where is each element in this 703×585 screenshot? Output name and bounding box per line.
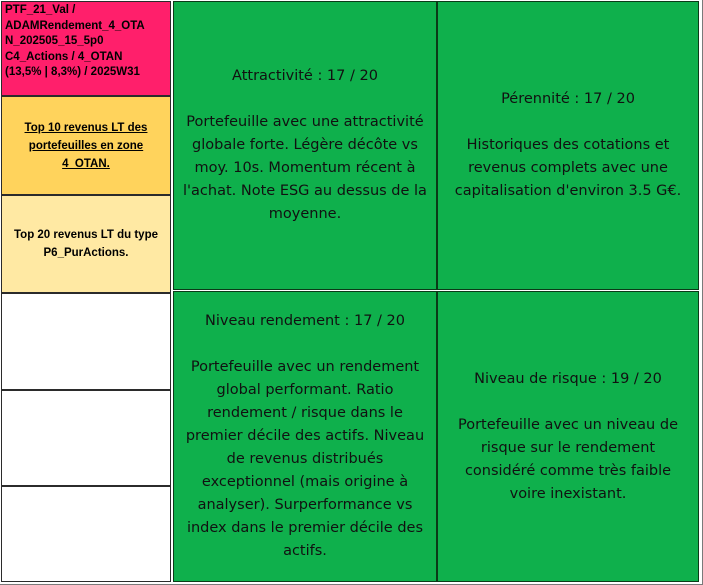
top10-link-cell[interactable] bbox=[1, 96, 171, 195]
portfolio-header-line: C4_Actions / 4_OTAN bbox=[5, 50, 123, 63]
portfolio-header-line: (13,5% | 8,3%) / 2025W31 bbox=[5, 66, 140, 78]
score-cell-perennite bbox=[437, 1, 699, 290]
risque-title: Niveau de risque : 19 / 20 bbox=[474, 370, 662, 387]
rendement-title: Niveau rendement : 17 / 20 bbox=[205, 313, 405, 329]
top20-cell[interactable] bbox=[1, 195, 171, 293]
portfolio-header-line: PTF_21_Val / bbox=[5, 4, 76, 16]
score-cell-rendement bbox=[173, 291, 437, 582]
rendement-description: Portefeuille avec un rendement global performant. Ratio rendement / risque dans le premier décile des actifs. Niveau de revenus distribués exceptionnel (mais origine à analyser). Surperformance vs index dans le premier décile des actifs. bbox=[185, 359, 425, 559]
portfolio-header-line: ADAMRendement_4_OTA bbox=[5, 19, 145, 32]
portfolio-header-line: N_202505_15_5p0 bbox=[5, 35, 104, 47]
risque-description: Portefeuille avec un niveau de risque sur le rendement considéré comme très faible voire inexistant. bbox=[458, 416, 678, 502]
empty-cell bbox=[1, 390, 171, 486]
score-cell-attractivite bbox=[173, 1, 437, 290]
attractivite-description: Portefeuille avec une attractivité globale forte. Légère décôte vs moy. 10s. Momentum récent à l'achat. Note ESG au dessus de la moyenne. bbox=[183, 114, 427, 222]
top10-link[interactable]: Top 10 revenus LT des portefeuilles en zone 4_OTAN. bbox=[24, 121, 148, 170]
portfolio-header bbox=[1, 1, 171, 96]
empty-cell bbox=[1, 293, 171, 390]
attractivite-title: Attractivité : 17 / 20 bbox=[232, 68, 378, 84]
empty-cell bbox=[1, 486, 171, 582]
top20-label[interactable]: Top 20 revenus LT du type P6_PurActions. bbox=[14, 229, 158, 259]
perennite-description: Historiques des cotations et revenus complets avec une capitalisation d'environ 3.5 G€. bbox=[454, 137, 682, 199]
perennite-title: Pérennité : 17 / 20 bbox=[501, 91, 635, 107]
score-cell-risque bbox=[437, 291, 699, 582]
